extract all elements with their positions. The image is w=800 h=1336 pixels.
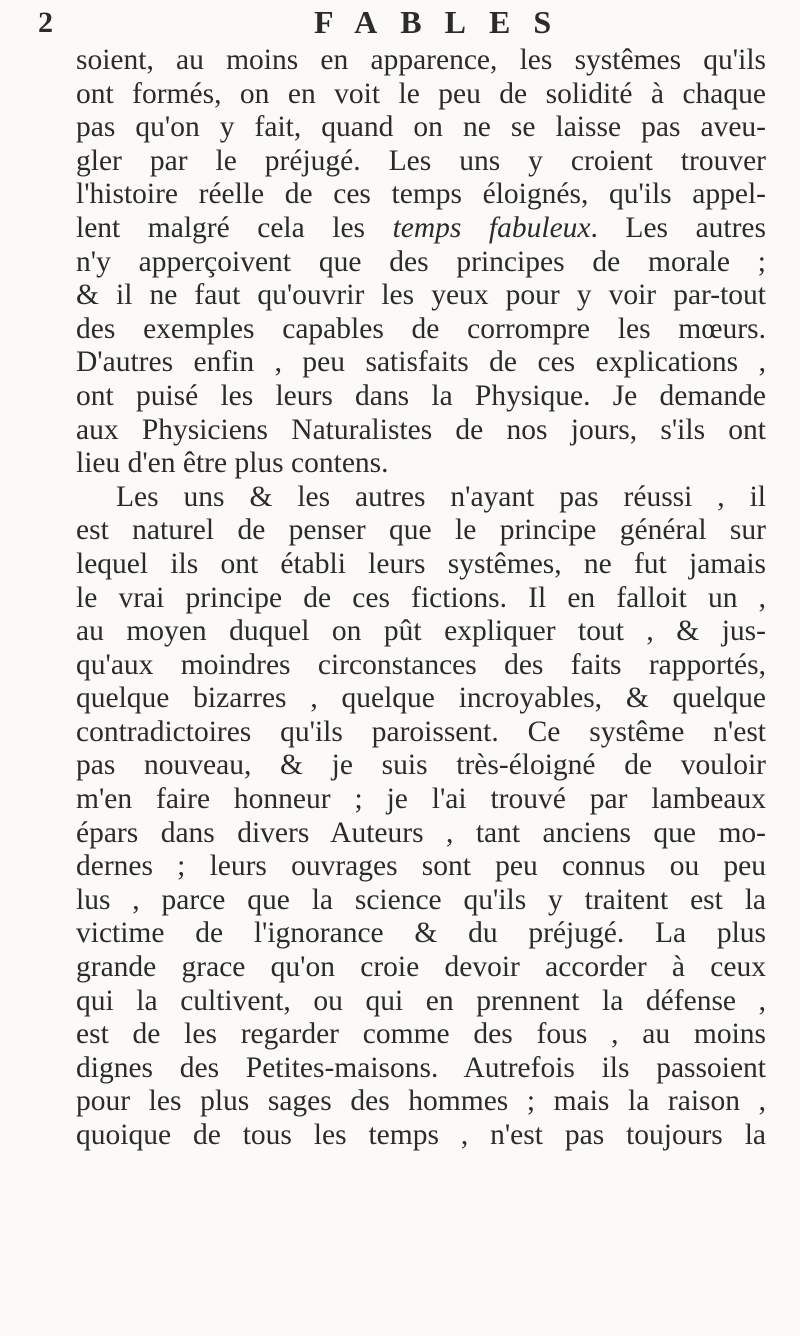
text-line: pour les plus sages des hommes ; mais la raison , [76, 1085, 766, 1118]
text-line: l'histoire réelle de ces temps éloignés, qu'ils appel- [76, 178, 766, 211]
text-line: des exemples capables de corrompre les mœurs. [76, 312, 766, 345]
text-line: & il ne faut qu'ouvrir les yeux pour y voir par-tout [76, 279, 766, 312]
text-line: le vrai principe de ces fictions. Il en falloit un , [76, 581, 766, 614]
text-run: lent malgré cela les [76, 211, 393, 244]
body-text [76, 44, 766, 1153]
text-line: ont puisé les leurs dans la Physique. Je demande [76, 379, 766, 412]
text-line: au moyen duquel on pût expliquer tout , & jus- [76, 615, 766, 648]
text-line: soient, au moins en apparence, les systêmes qu'ils [76, 44, 766, 76]
running-title: FABLES [314, 4, 575, 40]
text-line: est naturel de penser que le principe général sur [76, 514, 766, 547]
text-line: aux Physiciens Naturalistes de nos jours, s'ils ont [76, 413, 766, 446]
text-line: épars dans divers Auteurs , tant anciens que mo- [76, 816, 766, 849]
text-line: gler par le préjugé. Les uns y croient trouver [76, 144, 766, 177]
text-line: contradictoires qu'ils paroissent. Ce systême n'est [76, 715, 766, 748]
page-header [0, 2, 800, 48]
text-line: pas qu'on y fait, quand on ne se laisse pas aveu- [76, 111, 766, 144]
text-line: n'y apperçoivent que des principes de morale ; [76, 245, 766, 278]
text-line: grande grace qu'on croie devoir accorder à ceux [76, 951, 766, 984]
text-line: dernes ; leurs ouvrages sont peu connus ou peu [76, 850, 766, 883]
text-line: qui la cultivent, ou qui en prennent la défense , [76, 984, 766, 1017]
text-run: . Les autres [590, 211, 766, 244]
text-line: est de les regarder comme des fous , au moins [76, 1018, 766, 1051]
text-line: qu'aux moindres circonstances des faits rapportés, [76, 648, 766, 681]
page-number: 2 [38, 6, 54, 39]
italic-phrase: temps fabuleux [392, 211, 591, 244]
text-line: ont formés, on en voit le peu de solidité à chaque [76, 77, 766, 110]
text-line [76, 212, 766, 246]
text-line: victime de l'ignorance & du préjugé. La plus [76, 917, 766, 950]
text-line: D'autres enfin , peu satisfaits de ces explications , [76, 346, 766, 379]
text-line: quoique de tous les temps , n'est pas toujours la [76, 1119, 766, 1151]
text-line: quelque bizarres , quelque incroyables, & quelque [76, 682, 766, 715]
text-line: Les uns & les autres n'ayant pas réussi , il [116, 480, 766, 513]
text-line: lequel ils ont établi leurs systêmes, ne fut jamais [76, 547, 766, 580]
text-line: lus , parce que la science qu'ils y traitent est la [76, 883, 766, 916]
text-line: dignes des Petites-maisons. Autrefois ils passoient [76, 1051, 766, 1084]
text-line: pas nouveau, & je suis très-éloigné de vouloir [76, 749, 766, 782]
text-line: lieu d'en être plus contens. [76, 447, 389, 480]
text-line: m'en faire honneur ; je l'ai trouvé par lambeaux [76, 783, 766, 816]
